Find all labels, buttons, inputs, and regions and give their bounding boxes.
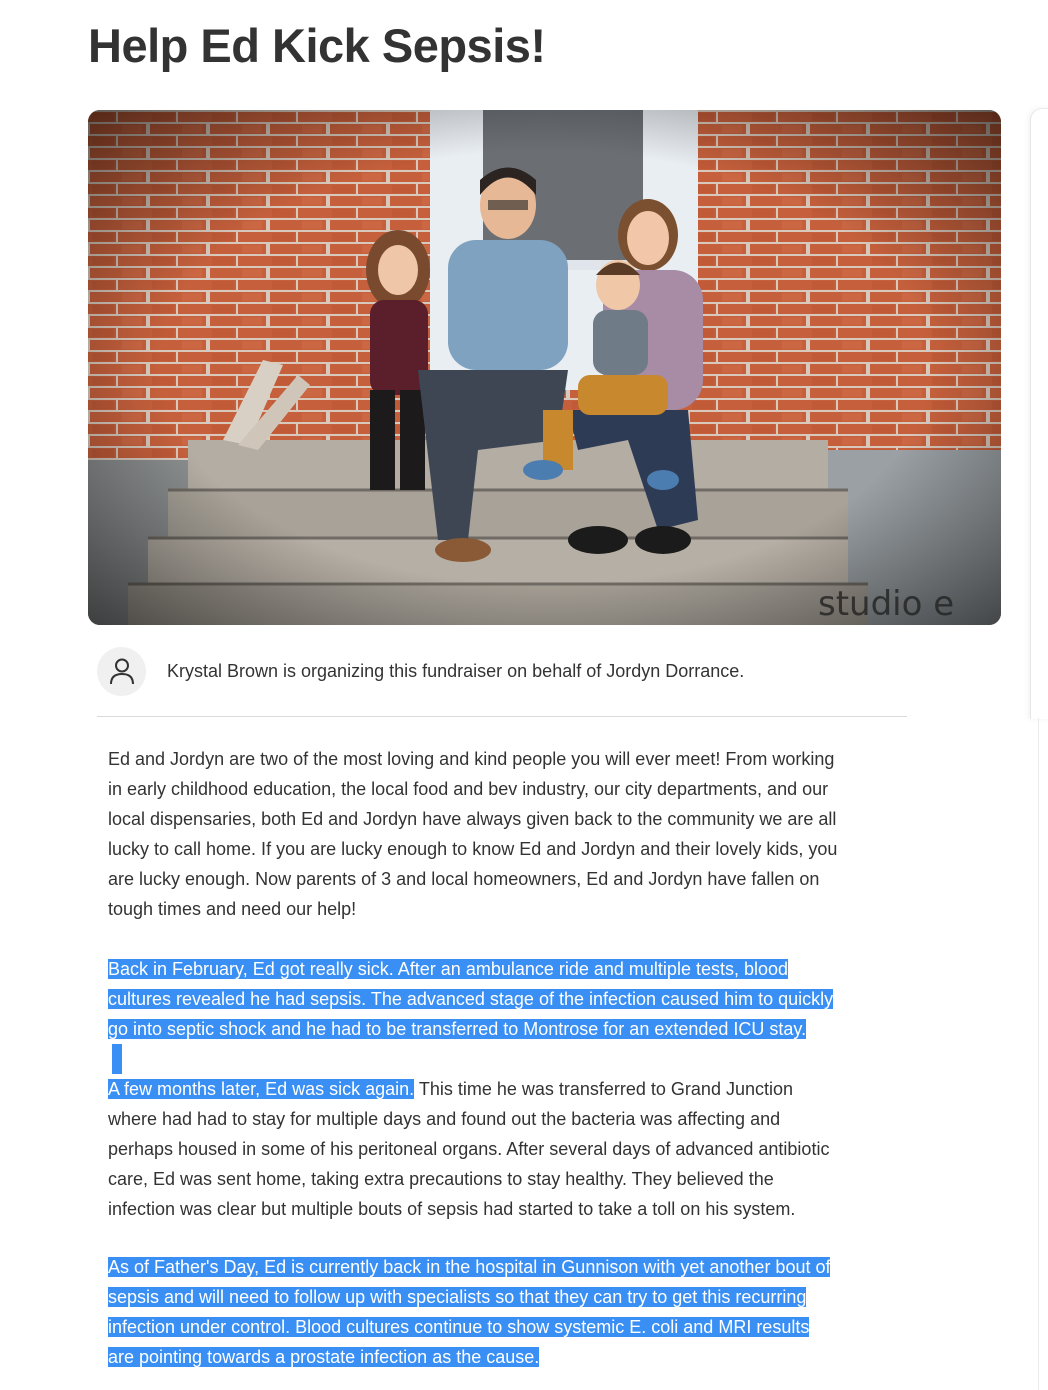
story-line: This time he was transferred to Grand Junction — [414, 1079, 793, 1099]
organizer-row — [97, 645, 907, 697]
avatar — [97, 647, 146, 696]
organizer-text: Krystal Brown is organizing this fundraiser on behalf of Jordyn Dorrance. — [167, 660, 745, 681]
sidebar-edge — [1038, 718, 1039, 1390]
story-line: local dispensaries, both Ed and Jordyn have always given back to the community we are all — [108, 809, 837, 829]
selection-blank-line — [112, 1044, 122, 1074]
donation-sidebar-card — [1030, 108, 1048, 719]
story-line-selected: infection under control. Blood cultures continue to show systemic E. coli and MRI results — [108, 1317, 810, 1337]
story-line: lucky to call home. If you are lucky enough to know Ed and Jordyn and their lovely kids, you — [108, 839, 838, 859]
story-line: in early childhood education, the local food and bev industry, our city departments, and our — [108, 779, 829, 799]
photo-watermark: studio e — [818, 584, 955, 624]
story-line-selected: go into septic shock and he had to be transferred to Montrose for an extended ICU stay. — [108, 1019, 807, 1039]
story-paragraph-2 — [108, 954, 833, 1044]
divider — [97, 716, 907, 717]
story-line-selected: are pointing towards a prostate infection as the cause. — [108, 1347, 540, 1367]
story-line-selected: cultures revealed he had sepsis. The advanced stage of the infection caused him to quickly — [108, 989, 834, 1009]
story-line: care, Ed was sent home, taking extra precautions to stay healthy. They believed the — [108, 1169, 774, 1189]
story-line: infection was clear but multiple bouts of sepsis had started to take a toll on his system. — [108, 1199, 796, 1219]
story-line: tough times and need our help! — [108, 899, 357, 919]
story-line: are lucky enough. Now parents of 3 and local homeowners, Ed and Jordyn have fallen on — [108, 869, 820, 889]
user-icon — [109, 657, 135, 685]
hero-photo[interactable] — [88, 110, 1001, 625]
family-photo-illustration — [88, 110, 1001, 625]
story-line: where had had to stay for multiple days and found out the bacteria was affecting and — [108, 1109, 781, 1129]
story-paragraph-3 — [108, 1074, 829, 1224]
story-line-selected: sepsis and will need to follow up with specialists so that they can try to get this recurring — [108, 1287, 807, 1307]
story-line-selected: As of Father's Day, Ed is currently back in the hospital in Gunnison with yet another bout of — [108, 1257, 831, 1277]
story-paragraph-4 — [108, 1252, 830, 1372]
story-line: Ed and Jordyn are two of the most loving and kind people you will ever meet! From working — [108, 749, 835, 769]
story-line-selected: Back in February, Ed got really sick. After an ambulance ride and multiple tests, blood — [108, 959, 789, 979]
story-paragraph-1 — [108, 744, 837, 924]
page-title: Help Ed Kick Sepsis! — [88, 19, 546, 72]
story-line: perhaps housed in some of his peritoneal organs. After several days of advanced antibiotic — [108, 1139, 830, 1159]
story-sentence-selected: A few months later, Ed was sick again. — [108, 1079, 415, 1099]
